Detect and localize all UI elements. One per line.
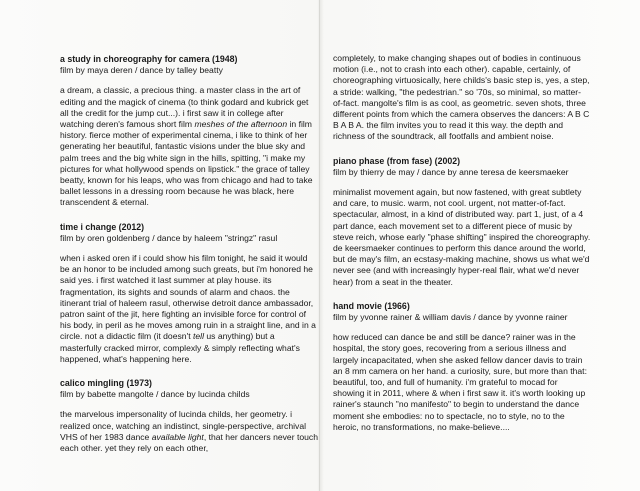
entry-credit: film by maya deren / dance by talley beatty <box>60 65 223 76</box>
right-page <box>333 53 591 446</box>
entry-hand-movie <box>333 301 591 433</box>
entry-credit: film by babette mangolte / dance by lucinda childs <box>60 389 250 400</box>
entry-description: the marvelous impersonality of lucinda childs, her geometry. i realized once, watching an indistinct, single-perspective, archival VHS of her 1983 dance available light, that her dancers never touch each other. yet they rely on each other, <box>60 409 318 454</box>
entry-title: calico mingling (1973) <box>60 378 152 389</box>
entry-credit: film by thierry de may / dance by anne teresa de keersmaeker <box>333 166 569 177</box>
entry-title: a study in choreography for camera (1948) <box>60 54 238 64</box>
entry-description: when i asked oren if i could show his film tonight, he said it would be an honor to be included among such greats, but i'm honored he said yes. i first watched it last summer at play house. its fragmentation, its sights and sounds of alarm and chaos. the itinerant trial of haleem rasul, otherwise detroit dance ambassador, patron saint of the jit, here fighting an invisible force for control of his body, in peril as he moves among ruin in a straight line, and in a circle. not a didactic film (it doesn't tell us anything) but a masterfully cracked mirror, complexly & simply reflecting what's happened, what's happening here. <box>60 253 316 364</box>
entry-description: minimalist movement again, but now fastened, with great subtlety and care, to music. warm, not cool. urgent, not matter-of-fact. spectacular, almost, in a kind of distributed way. part 1, just, of a 4 part dance, each movement set to a different piece of music by steve reich, whose early "phase shifting" inspired the choreography. de keersmaeker continues to perform this dance around the world, but de may's film, an ecstasy-making machine, shows us what we'd never see (and with increasingly hyper-real flair, what we'd never hear) from a seat in the theater. <box>333 187 591 287</box>
entry-a-study-in-choreography <box>60 54 318 209</box>
entry-piano-phase <box>333 156 591 288</box>
entry-calico-mingling <box>60 378 318 454</box>
entry-credit: film by yvonne rainer & william davis / dance by yvonne rainer <box>333 312 568 323</box>
entry-time-i-change <box>60 222 318 365</box>
entry-description: a dream, a classic, a precious thing. a master class in the art of editing and the magick of cinema (to think godard and kubrick get all the credit for the jump cut...). i first saw it in college after watching deren's famous short film meshes of the afternoon in film history. fierce mother of experimental cinema, i like to think of her generating her beautiful, fantastic visions under the blue sky and palm trees and the big white sign in the hills, spitting, "i make my pictures for what hollywood spends on lipstick." the grace of talley beatty, known for his leaps, who was from chicago and had to take ballet lessons in a dressing room because he was black, here transcendent & eternal. <box>60 85 313 208</box>
entry-description-continued: completely, to make changing shapes out of bodies in continuous motion (i.e., not to crash into each other). capable, certainly, of choreographing virtuosically, here childs's basic step is, yes, a step, a stride: walking, "the pedestrian." so '70s, so minimal, so matter-of-fact. mangolte's film is as cool, as geometric. seven shots, three different points from which the camera observes the dancers: A B C B A B A. the film invites you to read it this way. the depth and richness of the soundtrack, all footfalls and ambient noise. <box>333 53 590 142</box>
entry-title: hand movie (1966) <box>333 300 410 311</box>
entry-description: how reduced can dance be and still be dance? rainer was in the hospital, the story goes, recovering from a serious illness and largely incapacitated, when she asked fellow dancer davis to train an 8 mm camera on her hand. a curiosity, sure, but more than that: beautiful, too, and full of humanity. i'm grateful to mocad for showing it in 2011, where & when i first saw it. it's worth looking up rainer's staunch "no manifesto" to begin to understand the dance moment she embodies: no to spectacle, no to style, no to the heroic, no transformations, no make-believe.... <box>333 332 587 432</box>
left-page <box>60 54 318 467</box>
entry-title: time i change (2012) <box>60 221 145 232</box>
page-fold <box>319 0 320 491</box>
entry-title: piano phase (from fase) (2002) <box>333 155 461 166</box>
entry-credit: film by oren goldenberg / dance by haleem "stringz" rasul <box>60 232 278 243</box>
